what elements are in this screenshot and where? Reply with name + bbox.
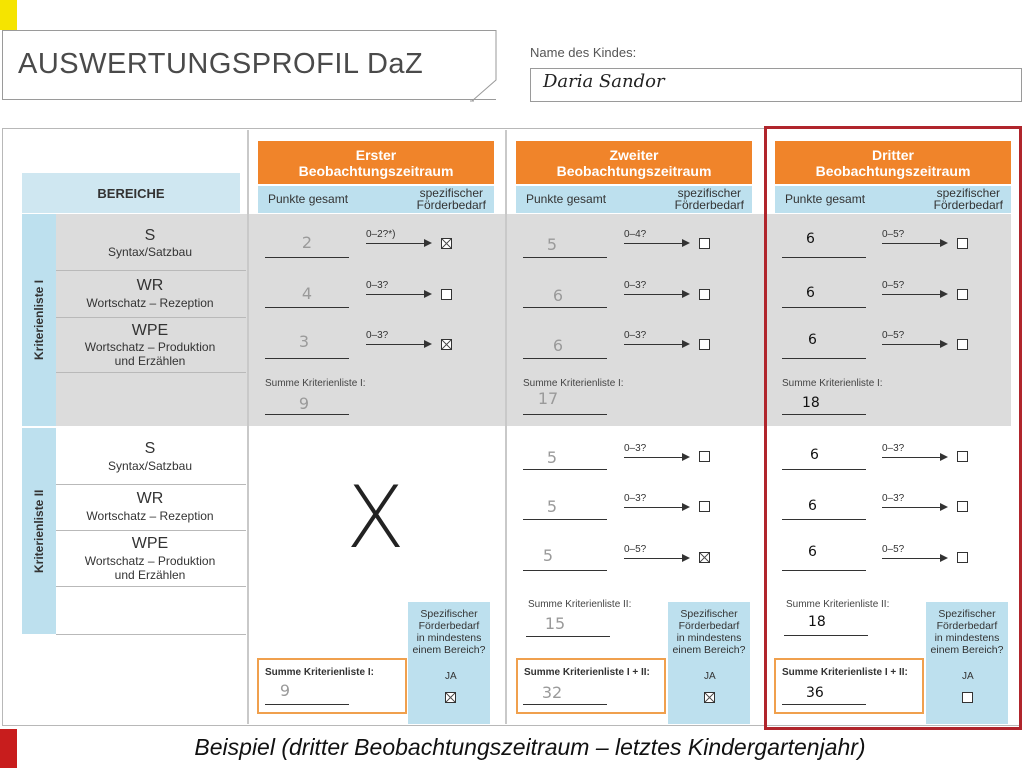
foerder-checkbox[interactable] xyxy=(699,238,710,249)
score-line xyxy=(523,469,607,470)
summe-kl2-value: 15 xyxy=(544,614,566,633)
ja-checkbox[interactable] xyxy=(445,692,456,703)
ja-label: JA xyxy=(704,671,716,682)
foerder-label: spezifischer Förderbedarf xyxy=(416,186,486,212)
punkte-label: Punkte gesamt xyxy=(526,192,607,206)
summe-kl1-value: 17 xyxy=(537,389,559,408)
range: 0–5? xyxy=(882,229,905,240)
foerder-question-box: Spezifischer Förderbedarf in mindestens einem Bereich? xyxy=(668,602,750,724)
score-line xyxy=(523,704,607,705)
score: 6 xyxy=(806,285,815,301)
name-label: Name des Kindes: xyxy=(530,45,637,60)
total-value: 36 xyxy=(806,685,824,701)
arrow-icon xyxy=(682,453,690,461)
col1-subheader xyxy=(258,186,494,213)
page-title: AUSWERTUNGSPROFIL DaZ xyxy=(18,48,424,80)
col2-header-line1: Zweiter xyxy=(609,146,659,163)
col2-header-line2: Beobachtungszeitraum xyxy=(556,162,712,179)
area-desc: und Erzählen xyxy=(114,354,186,368)
col1-header xyxy=(258,141,494,184)
total-value: 9 xyxy=(279,681,291,700)
summe-kl1-label: Summe Kriterienliste I: xyxy=(523,378,624,389)
score: 6 xyxy=(806,231,815,247)
total-label: Summe Kriterienliste I: xyxy=(265,667,374,678)
summe-kl1-value: 9 xyxy=(298,394,310,413)
score-line xyxy=(523,570,607,571)
arrow-icon xyxy=(424,239,432,247)
total-label: Summe Kriterienliste I + II: xyxy=(524,667,650,678)
slide-caption: Beispiel (dritter Beobachtungszeitraum – letztes Kindergartenjahr) xyxy=(194,734,866,760)
foerder-label: spezifischer Förderbedarf xyxy=(674,186,744,212)
area-code: WPE xyxy=(131,322,169,339)
row-separator xyxy=(56,372,246,373)
area-desc: Wortschatz – Rezeption xyxy=(86,509,214,523)
score-line xyxy=(523,257,607,258)
range: 0–5? xyxy=(882,544,905,555)
arrow-icon xyxy=(424,340,432,348)
score: 6 xyxy=(808,332,817,348)
arrow-line xyxy=(624,558,682,559)
kl1-label: Kriterienliste I xyxy=(32,279,46,361)
score: 6 xyxy=(808,498,817,514)
range: 0–3? xyxy=(882,493,905,504)
area-desc: und Erzählen xyxy=(114,568,186,582)
yellow-corner-mark xyxy=(0,0,17,30)
foerder-question-box: Spezifischer Förderbedarf in mindestens einem Bereich? xyxy=(408,602,490,724)
arrow-line xyxy=(624,457,682,458)
total-value: 32 xyxy=(541,683,563,702)
range: 0–2?*) xyxy=(366,229,396,240)
score: 2 xyxy=(301,233,313,252)
range: 0–3? xyxy=(624,493,647,504)
range: 0–3? xyxy=(624,443,647,454)
range: 0–5? xyxy=(624,544,647,555)
range: 0–3? xyxy=(882,443,905,454)
foerder-checkbox[interactable] xyxy=(699,451,710,462)
col2-subheader xyxy=(516,186,752,213)
area-desc: Wortschatz – Produktion xyxy=(84,554,216,568)
area-code: S xyxy=(144,227,156,244)
foerder-question-box: Spezifischer Förderbedarf in mindestens einem Bereich? xyxy=(926,602,1008,724)
bereiche-header: BEREICHE xyxy=(22,173,240,213)
range: 0–3? xyxy=(366,280,389,291)
col3-header-line1: Dritter xyxy=(871,146,914,163)
foerder-label: spezifischer Förderbedarf xyxy=(933,186,1003,212)
score: 5 xyxy=(542,546,554,565)
score-line xyxy=(523,307,607,308)
area-code: WR xyxy=(136,277,164,294)
score: 6 xyxy=(810,447,819,463)
row-separator xyxy=(56,586,246,587)
area-code: S xyxy=(144,440,156,457)
arrow-icon xyxy=(682,239,690,247)
summe-kl2-label: Summe Kriterienliste II: xyxy=(786,599,890,610)
foerder-checkbox[interactable] xyxy=(441,289,452,300)
score: 6 xyxy=(808,544,817,560)
summe-kl2-label: Summe Kriterienliste II: xyxy=(528,599,632,610)
ja-checkbox[interactable] xyxy=(704,692,715,703)
summe-kl2-value: 18 xyxy=(808,614,826,630)
row-separator xyxy=(56,634,246,635)
arrow-icon xyxy=(682,290,690,298)
summe-kl1-label: Summe Kriterienliste I: xyxy=(265,378,366,389)
area-desc: Wortschatz – Produktion xyxy=(84,340,216,354)
score-line xyxy=(523,414,607,415)
foerder-checkbox[interactable] xyxy=(699,552,710,563)
ja-label: JA xyxy=(445,671,457,682)
score-line xyxy=(265,257,349,258)
foerder-checkbox[interactable] xyxy=(699,339,710,350)
score: 5 xyxy=(546,235,558,254)
range: 0–3? xyxy=(624,280,647,291)
punkte-label: Punkte gesamt xyxy=(785,192,866,206)
arrow-line xyxy=(366,243,424,244)
summe-kl1-label: Summe Kriterienliste I: xyxy=(782,378,883,389)
summe-kl1-value: 18 xyxy=(802,395,820,411)
foerder-checkbox[interactable] xyxy=(441,339,452,350)
foerder-checkbox[interactable] xyxy=(699,501,710,512)
kl2-label: Kriterienliste II xyxy=(32,489,46,573)
row-separator xyxy=(56,317,246,318)
score-line xyxy=(523,358,607,359)
score-line xyxy=(265,358,349,359)
range: 0–3? xyxy=(366,330,389,341)
score-line xyxy=(523,519,607,520)
row-separator xyxy=(56,484,246,485)
row-separator xyxy=(56,270,246,271)
area-code: WR xyxy=(136,490,164,507)
score: 5 xyxy=(546,497,558,516)
arrow-line xyxy=(624,507,682,508)
col2-header xyxy=(516,141,752,184)
col3-header-line2: Beobachtungszeitraum xyxy=(815,162,971,179)
col1-header-line2: Beobachtungszeitraum xyxy=(298,162,454,179)
foerder-checkbox[interactable] xyxy=(441,238,452,249)
column-divider xyxy=(505,130,507,724)
arrow-line xyxy=(624,294,682,295)
area-desc: Syntax/Satzbau xyxy=(107,459,193,473)
score: 5 xyxy=(546,448,558,467)
range: 0–4? xyxy=(624,229,647,240)
arrow-icon xyxy=(682,503,690,511)
score: 3 xyxy=(298,332,310,351)
arrow-line xyxy=(624,243,682,244)
arrow-icon xyxy=(424,290,432,298)
range: 0–5? xyxy=(882,330,905,341)
total-label: Summe Kriterienliste I + II: xyxy=(782,667,908,678)
crossed-out-mark: X xyxy=(346,468,405,568)
foerder-checkbox[interactable] xyxy=(699,289,710,300)
column-divider xyxy=(247,130,249,724)
area-desc: Syntax/Satzbau xyxy=(107,245,193,259)
score-line xyxy=(526,636,610,637)
arrow-line xyxy=(624,344,682,345)
score: 6 xyxy=(552,286,564,305)
area-desc: Wortschatz – Rezeption xyxy=(86,296,214,310)
ja-label: JA xyxy=(962,671,974,682)
arrow-icon xyxy=(682,340,690,348)
title-box-corner xyxy=(470,30,500,102)
punkte-label: Punkte gesamt xyxy=(268,192,349,206)
row-separator xyxy=(56,530,246,531)
col1-header-line1: Erster xyxy=(355,146,397,163)
name-value: Daria Sandor xyxy=(543,71,665,92)
score: 6 xyxy=(552,336,564,355)
range: 0–3? xyxy=(624,330,647,341)
arrow-line xyxy=(366,294,424,295)
arrow-icon xyxy=(682,554,690,562)
score-line xyxy=(265,704,349,705)
score: 4 xyxy=(301,284,313,303)
arrow-line xyxy=(366,344,424,345)
score-line xyxy=(265,307,349,308)
range: 0–5? xyxy=(882,280,905,291)
area-code: WPE xyxy=(131,535,169,552)
highlight-frame xyxy=(764,126,1022,730)
score-line xyxy=(265,414,349,415)
